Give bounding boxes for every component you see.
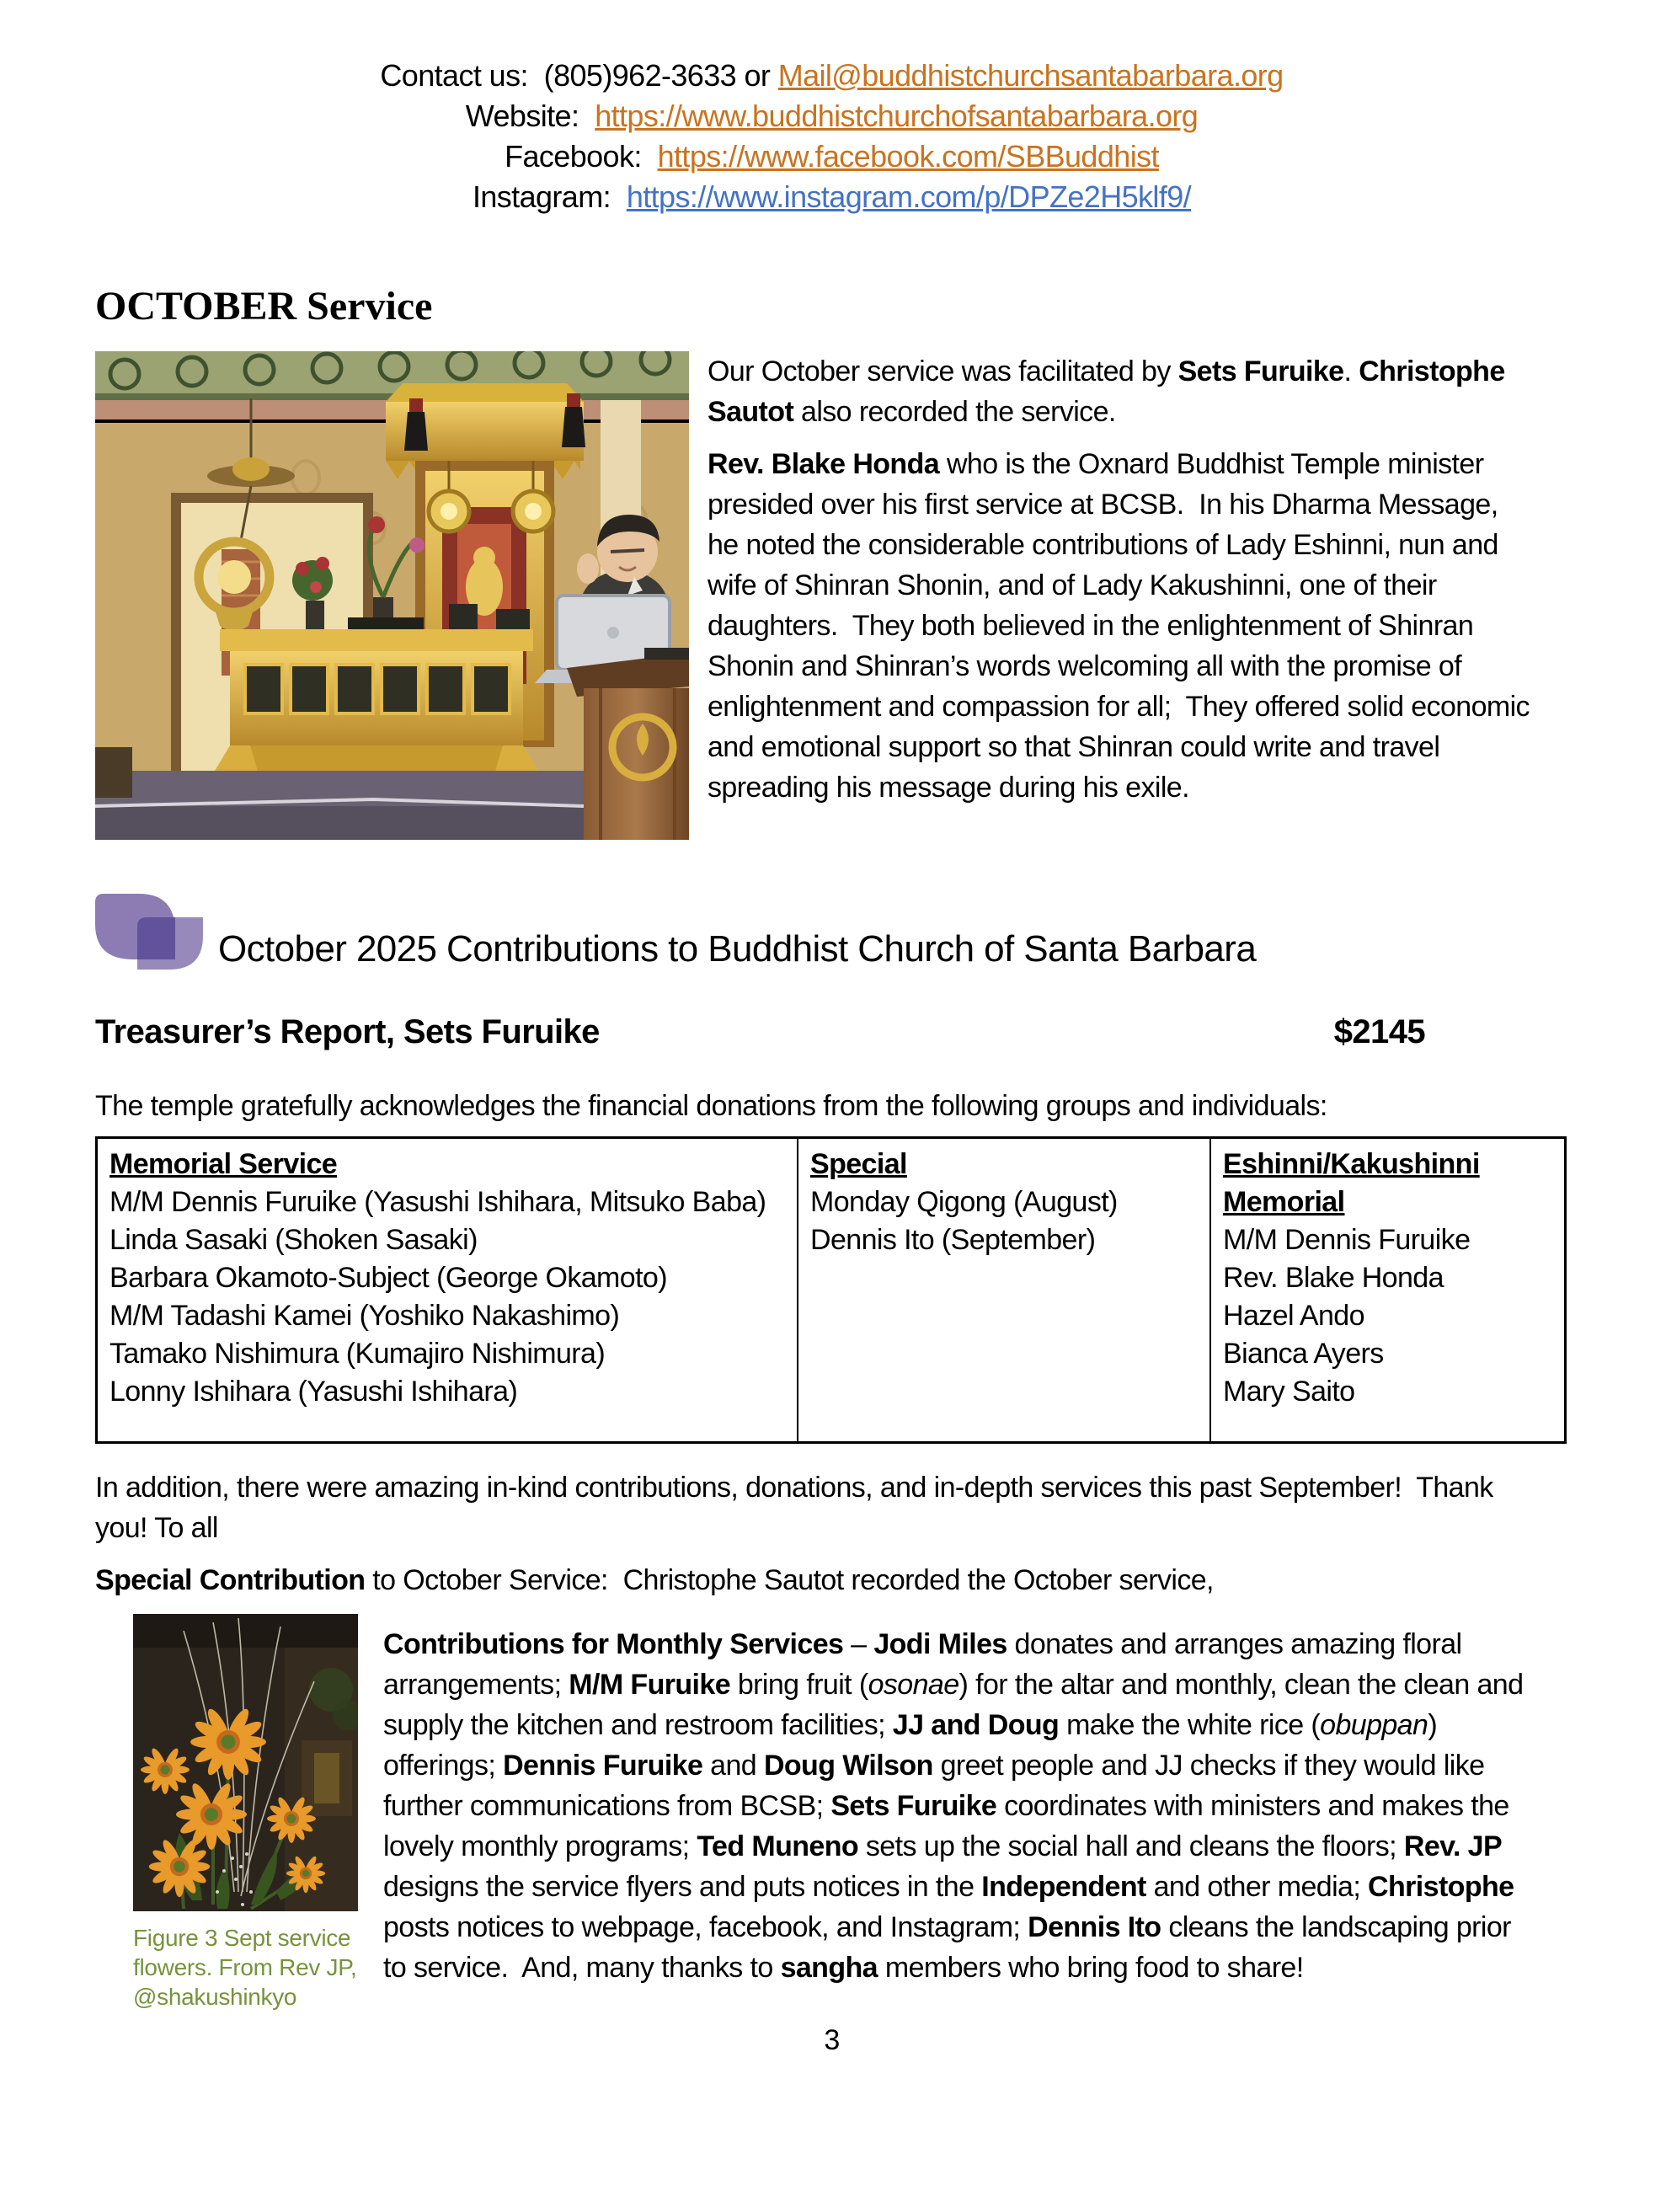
october-service-section [95, 351, 1568, 840]
link[interactable]: https://www.buddhistchurchofsantabarbara.org [595, 99, 1199, 133]
table-row: M/M Dennis Furuike (Yasushi Ishihara, Mitsuko Baba) [109, 1186, 766, 1218]
donations-intro: The temple gratefully acknowledges the financial donations from the following groups and individuals: [95, 1090, 1327, 1122]
text-segment: JJ and Doug [892, 1709, 1060, 1741]
october-paragraph-2 [708, 444, 1537, 808]
contact-line-instagram [95, 177, 1568, 217]
text-segment: Ted Muneno [697, 1830, 859, 1862]
contact-line-phone [95, 56, 1568, 96]
text-segment: Dennis Furuike [503, 1750, 703, 1782]
text-segment: Jodi Miles [873, 1628, 1007, 1660]
text-segment: and [702, 1750, 764, 1782]
table-column-memorial [98, 1139, 797, 1441]
link[interactable]: https://www.instagram.com/p/DPZe2H5klf9/ [626, 179, 1192, 214]
text-segment: Dennis Ito [1028, 1911, 1161, 1943]
text-segment: donates and arranges amazing floral arrangements; [383, 1628, 1470, 1701]
purple-petals-logo-icon [95, 894, 213, 970]
contact-line-website [95, 96, 1568, 136]
text-segment: to October Service: Christophe Sautot recorded the October service, [365, 1564, 1214, 1596]
treasurer-amount: $2145 [1333, 1013, 1425, 1050]
special-contribution-line [95, 1560, 1568, 1600]
altar-photo [95, 351, 689, 840]
column-rows [109, 1183, 785, 1411]
flowers-figure [95, 1614, 358, 2012]
table-row: Linda Sasaki (Shoken Sasaki) [109, 1224, 478, 1256]
october-service-heading: OCTOBER Service [95, 284, 433, 329]
in-addition-paragraph: In addition, there were amazing in-kind contributions, donations, and in-depth services this past September! Thank you! To all [95, 1472, 1501, 1544]
text-segment: Sets Furuike [1177, 355, 1344, 387]
october-service-text [708, 351, 1537, 808]
table-row: M/M Dennis Furuike [1223, 1224, 1471, 1256]
text-segment: cleans the landscaping prior to service. And, many thanks to [383, 1911, 1519, 1984]
text-segment: Instagram: [472, 179, 627, 214]
contributions-title: October 2025 Contributions to Buddhist Church of Santa Barbara [218, 928, 1257, 970]
table-row: Mary Saito [1223, 1376, 1355, 1408]
flowers-photo [133, 1614, 358, 1911]
text-segment: Facebook: [505, 139, 658, 174]
text-segment: posts notices to webpage, facebook, and Instagram; [383, 1871, 1522, 1943]
link[interactable]: Mail@buddhistchurchsantabarbara.org [777, 58, 1284, 93]
text-segment: members who bring food to share! [878, 1952, 1304, 1984]
treasurer-label: Treasurer’s Report, Sets Furuike [95, 1013, 600, 1050]
table-row: Bianca Ayers [1223, 1338, 1384, 1370]
text-segment: make the white rice ( [1059, 1709, 1321, 1741]
text-segment: also recorded the service. [793, 396, 1116, 428]
text-segment: designs the service flyers and puts notices in the [383, 1830, 1509, 1903]
table-column-special [797, 1139, 1209, 1441]
text-segment: Our October service was facilitated by [708, 355, 1178, 387]
text-segment: – [843, 1628, 874, 1660]
text-segment: Contributions for Monthly Services [383, 1628, 844, 1660]
column-header: Eshinni/Kakushinni Memorial [1223, 1148, 1480, 1218]
page-number: 3 [824, 2024, 840, 2056]
table-column-eshinni [1209, 1139, 1569, 1441]
contact-line-facebook [95, 136, 1568, 177]
monthly-contributions-paragraph [383, 1624, 1535, 1988]
text-segment: ) offerings; [383, 1709, 1444, 1782]
column-rows [1223, 1221, 1557, 1411]
text-segment: Contact us: (805)962-3633 or [380, 58, 778, 93]
table-row: Monday Qigong (August) [810, 1186, 1118, 1218]
text-segment: Rev. JP [1403, 1830, 1503, 1862]
contributions-header [95, 894, 1568, 970]
text-segment: sangha [780, 1952, 878, 1984]
text-segment: ) for the altar and monthly, clean the clean and supply the kitchen and restroom facilities; [383, 1669, 1531, 1741]
text-segment: osonae [868, 1669, 959, 1701]
table-row: Dennis Ito (September) [810, 1224, 1096, 1256]
text-segment: bring fruit ( [730, 1669, 868, 1701]
table-row: M/M Tadashi Kamei (Yoshiko Nakashimo) [109, 1300, 620, 1332]
text-segment: sets up the social hall and cleans the floors; [858, 1830, 1404, 1862]
treasurer-row [95, 1012, 1568, 1052]
text-segment: Doug Wilson [763, 1750, 933, 1782]
column-rows [810, 1183, 1198, 1259]
column-header: Special [810, 1148, 907, 1180]
text-segment: Rev. Blake Honda [708, 448, 940, 480]
text-segment: Christophe [1368, 1871, 1514, 1903]
text-segment: Sets Furuike [830, 1790, 997, 1822]
table-row: Rev. Blake Honda [1223, 1262, 1444, 1294]
text-segment: Website: [465, 99, 595, 133]
link[interactable]: https://www.facebook.com/SBBuddhist [657, 139, 1159, 174]
text-segment: Christophe Sautot [708, 355, 1513, 428]
text-segment: . [1343, 355, 1359, 387]
contact-block [95, 56, 1568, 217]
table-row: Hazel Ando [1223, 1300, 1364, 1332]
text-segment: M/M Furuike [569, 1669, 731, 1701]
text-segment: greet people and JJ checks if they would like further communications from BCSB; [383, 1750, 1492, 1822]
column-header: Memorial Service [109, 1148, 338, 1180]
text-segment: Independent [981, 1871, 1146, 1903]
october-paragraph-1 [708, 351, 1531, 432]
table-row: Lonny Ishihara (Yasushi Ishihara) [109, 1376, 518, 1408]
newsletter-page [0, 56, 1666, 2212]
text-segment: and other media; [1145, 1871, 1369, 1903]
donations-table [95, 1136, 1567, 1444]
table-row: Barbara Okamoto-Subject (George Okamoto) [109, 1262, 667, 1294]
table-row: Tamako Nishimura (Kumajiro Nishimura) [109, 1338, 606, 1370]
monthly-contributions-section [95, 1614, 1568, 2012]
text-segment: Special Contribution [95, 1564, 366, 1596]
text-segment: obuppan [1320, 1709, 1428, 1741]
text-segment: who is the Oxnard Buddhist Temple minister presided over his first service at BCSB. In his Dharma Message, he noted the considerable contributions of Lady Eshinni, nun and wife of Shinran Shonin, and of Lady Kakushinni, one of their daughters. They both believed in the enlightenment of Shinran Shonin and Shinran’s words welcoming all with the promise of enlightenment and compassion for all; They offered solid economic and emotional support so that Shinran could write and travel spreading his message during his exile. [708, 448, 1537, 804]
text-segment: coordinates with ministers and makes the lovely monthly programs; [383, 1790, 1517, 1862]
figure-caption: Figure 3 Sept service flowers. From Rev JP, @shakushinkyo [133, 1925, 357, 2010]
